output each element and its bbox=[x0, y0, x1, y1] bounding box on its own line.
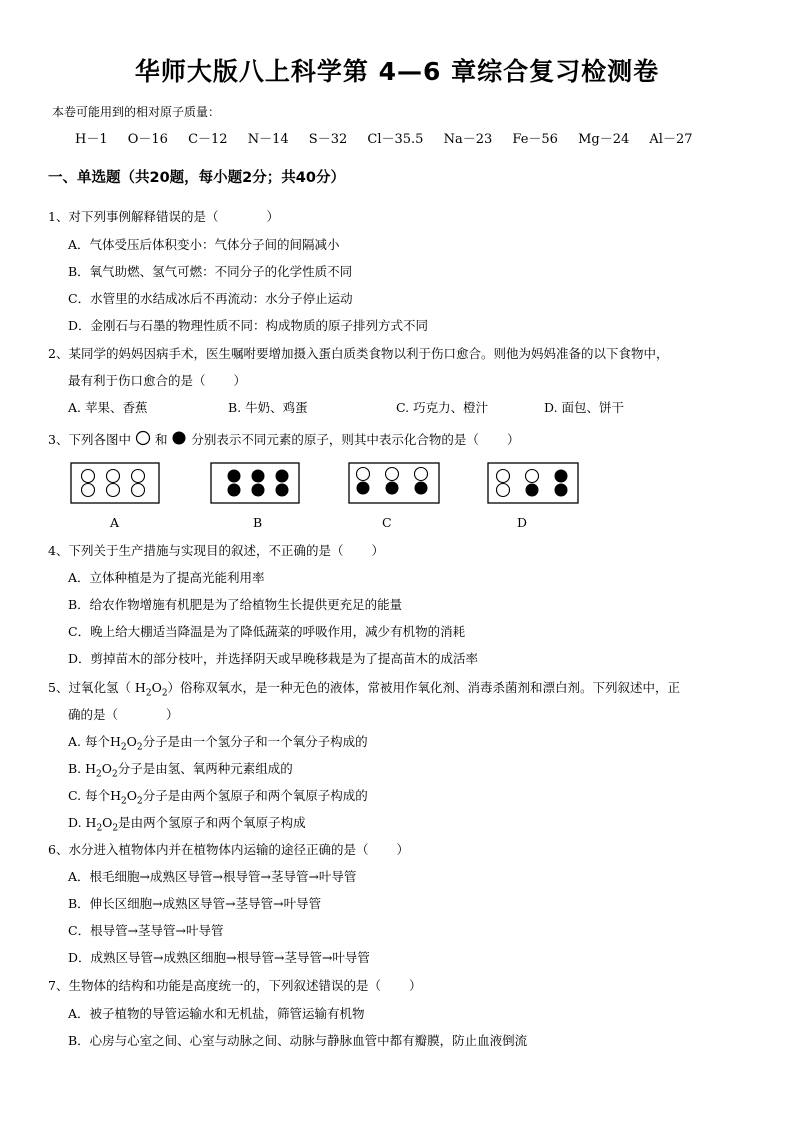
question-2-option-d: D. 面包、饼干 bbox=[544, 400, 625, 415]
question-1-stem: 1、对下列事例解释错误的是（ ） bbox=[48, 209, 279, 224]
question-4-stem: 4、下列关于生产措施与实现目的叙述，不正确的是（ ） bbox=[48, 543, 384, 558]
question-1-option-a: A．气体受压后体积变小：气体分子间的间隔减小 bbox=[68, 237, 340, 252]
molecule-diagrams bbox=[0, 458, 794, 538]
question-5-option-a: A. 每个$H_2O_2$分子是由一个氢分子和一个氧分子构成的 bbox=[68, 734, 368, 753]
atomic-mass: O－16 bbox=[127, 132, 168, 147]
atomic-mass: N－14 bbox=[247, 132, 289, 147]
molecule-label-b: B bbox=[253, 515, 263, 530]
atomic-mass: S－32 bbox=[308, 132, 348, 147]
question-6-option-a: A．根毛细胞→成熟区导管→根导管→茎导管→叶导管 bbox=[68, 869, 357, 884]
molecule-box-a bbox=[71, 463, 159, 503]
molecule-box-c bbox=[349, 463, 439, 503]
question-5-option-c: C. 每个$H_2O_2$分子是由两个氢原子和两个氧原子构成的 bbox=[68, 788, 368, 807]
question-2-option-b: B. 牛奶、鸡蛋 bbox=[228, 400, 308, 415]
question-4-option-a: A．立体种植是为了提高光能利用率 bbox=[68, 570, 265, 585]
molecule-label-d: D bbox=[517, 515, 528, 530]
atomic-mass-note: 本卷可能用到的相对原子质量： bbox=[52, 105, 221, 119]
question-4-option-c: C．晚上给大棚适当降温是为了降低蔬菜的呼吸作用，减少有机物的消耗 bbox=[68, 624, 466, 639]
question-2-stem-continued: 最有利于伤口愈合的是（ ） bbox=[68, 373, 247, 388]
question-5-option-b: B. $H_2O_2$分子是由氢、氧两种元素组成的 bbox=[68, 761, 293, 780]
atomic-mass: Cl－35.5 bbox=[367, 132, 424, 147]
exam-title: 华师大版八上科学第 4—6 章综合复习检测卷 bbox=[134, 57, 660, 86]
atomic-mass: Na－23 bbox=[443, 132, 493, 147]
question-2-option-a: A. 苹果、香蕉 bbox=[68, 400, 148, 415]
question-4-option-d: D．剪掉苗木的部分枝叶，并选择阴天或早晚移栽是为了提高苗木的成活率 bbox=[68, 651, 479, 666]
question-5-stem-continued: 确的是（ ） bbox=[68, 707, 179, 722]
molecule-label-a: A bbox=[110, 515, 120, 530]
question-1-option-c: C．水管里的水结成冰后不再流动：水分子停止运动 bbox=[68, 291, 353, 306]
question-6-option-d: D．成熟区导管→成熟区细胞→根导管→茎导管→叶导管 bbox=[68, 950, 370, 965]
atomic-mass: Fe－56 bbox=[512, 132, 558, 147]
question-6-stem: 6、水分进入植物体内并在植物体内运输的途径正确的是（ ） bbox=[48, 842, 409, 857]
section-heading: 一、单选题（共20题，每小题2分；共40分） bbox=[48, 170, 345, 186]
atomic-mass: C－12 bbox=[188, 132, 228, 147]
question-7-stem: 7、生物体的结构和功能是高度统一的，下列叙述错误的是（ ） bbox=[48, 978, 422, 993]
question-2-option-c: C. 巧克力、橙汁 bbox=[396, 400, 489, 415]
question-3-stem: 3、下列各图中 和 分别表示不同元素的原子，则其中表示化合物的是（ ） bbox=[48, 432, 520, 447]
question-7-option-a: A．被子植物的导管运输水和无机盐，筛管运输有机物 bbox=[68, 1006, 365, 1021]
question-6-option-c: C．根导管→茎导管→叶导管 bbox=[68, 923, 224, 938]
atomic-mass: Mg－24 bbox=[578, 132, 630, 147]
molecule-box-b bbox=[211, 463, 299, 503]
atomic-mass-list bbox=[75, 128, 709, 147]
question-5-option-d: D. $H_2O_2$是由两个氢原子和两个氧原子构成 bbox=[68, 815, 306, 834]
question-1-option-b: B．氧气助燃、氢气可燃：不同分子的化学性质不同 bbox=[68, 264, 353, 279]
question-5-stem: 5、过氧化氢（ $H_2O_2$）俗称双氧水，是一种无色的液体，常被用作氧化剂、消毒杀菌剂和漂白剂。下列叙述中，正 bbox=[48, 680, 681, 699]
question-6-option-b: B．伸长区细胞→成熟区导管→茎导管→叶导管 bbox=[68, 896, 322, 911]
question-4-option-b: B．给农作物增施有机肥是为了给植物生长提供更充足的能量 bbox=[68, 597, 403, 612]
solid-atom-icon bbox=[171, 430, 187, 446]
question-2-stem: 2、某同学的妈妈因病手术，医生嘱咐要增加摄入蛋白质类食物以利于伤口愈合。则他为妈妈准备的以下食物中， bbox=[48, 346, 669, 361]
atomic-mass: Al－27 bbox=[649, 132, 693, 147]
molecule-label-c: C bbox=[382, 515, 392, 530]
molecule-box-d bbox=[488, 463, 578, 503]
question-1-option-d: D．金刚石与石墨的物理性质不同：构成物质的原子排列方式不同 bbox=[68, 318, 429, 333]
atomic-mass: H－1 bbox=[75, 132, 108, 147]
question-7-option-b: B．心房与心室之间、心室与动脉之间、动脉与静脉血管中都有瓣膜，防止血液倒流 bbox=[68, 1033, 528, 1048]
hollow-atom-icon bbox=[135, 430, 151, 446]
